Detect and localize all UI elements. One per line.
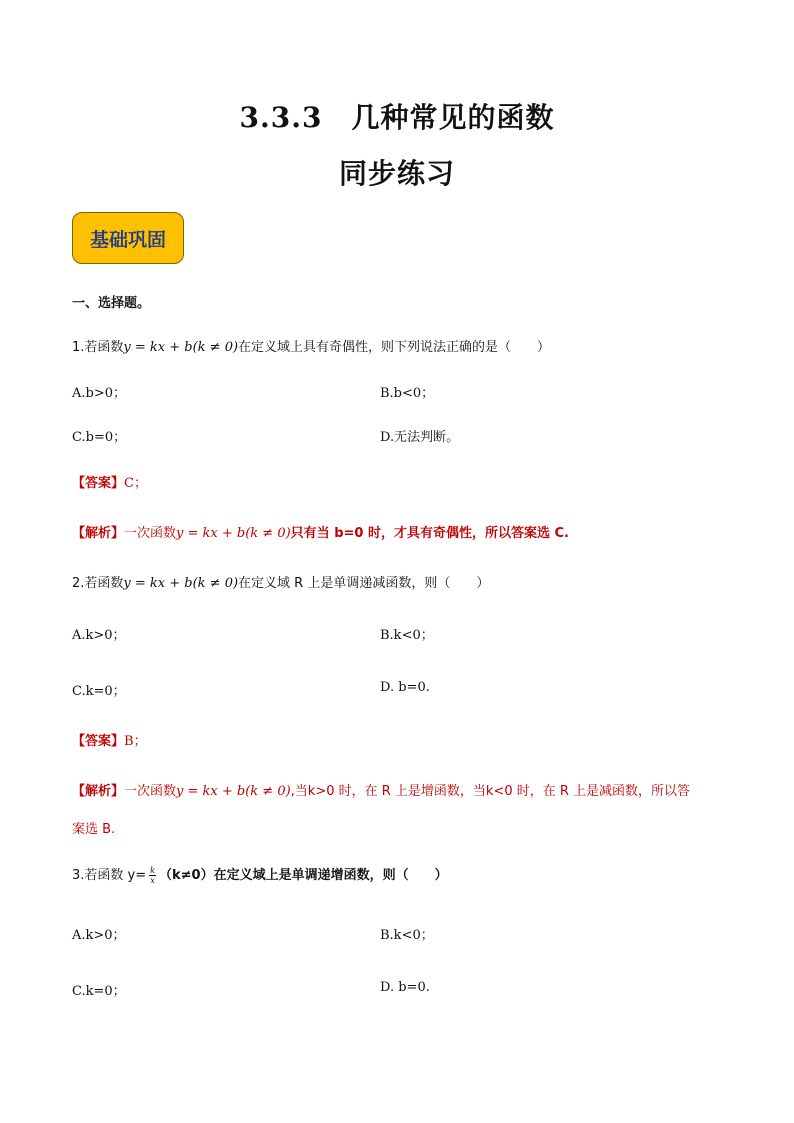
question-1-suffix: 在定义域上具有奇偶性，则下列说法正确的是（ ） (238, 340, 551, 355)
question-2-analysis (72, 780, 690, 799)
question-2-option-d: D. b=0. (380, 680, 430, 695)
question-2-option-b: B.k<0； (380, 628, 434, 643)
answer-tag: 【答案】 (72, 734, 125, 749)
answer-tag: 【答案】 (72, 476, 125, 491)
fraction-numerator: k (150, 866, 155, 875)
question-3 (72, 864, 448, 885)
question-1-option-b: B.b<0； (380, 386, 435, 401)
question-1-answer (72, 472, 147, 491)
question-1-option-c: C.b=0； (72, 430, 127, 445)
question-2 (72, 572, 489, 591)
question-1-prefix: 1.若函数 (72, 340, 124, 355)
analysis-suffix: 只有当 b=0 时，才具有奇偶性，所以答案选 C. (290, 526, 569, 541)
answer-value: B； (124, 734, 147, 749)
question-3-option-d: D. b=0. (380, 980, 430, 995)
analysis-math: y = kx + b(k ≠ 0) (176, 784, 291, 799)
section-heading: 一、选择题。 (72, 296, 151, 311)
question-3-option-a: A.k>0； (72, 928, 126, 943)
analysis-prefix: 一次函数 (124, 526, 177, 541)
analysis-suffix: ,当k>0 时，在 R 上是增函数，当k<0 时，在 R 上是减函数，所以答 (290, 784, 691, 799)
analysis-tag: 【解析】 (72, 784, 125, 799)
question-3-suffix: （k≠0）在定义域上是单调递增函数，则（ ） (158, 868, 448, 883)
question-2-prefix: 2.若函数 (72, 576, 124, 591)
question-2-answer (72, 730, 147, 749)
analysis-tag: 【解析】 (72, 526, 125, 541)
question-1-option-a: A.b>0； (72, 386, 127, 401)
fraction-denominator: x (150, 876, 155, 885)
fraction-k-over-x (149, 866, 156, 885)
question-1 (72, 336, 550, 355)
page-title: 3.3.3 几种常见的函数 (239, 101, 555, 134)
question-2-math: y = kx + b(k ≠ 0) (123, 576, 239, 591)
answer-value: C； (124, 476, 147, 491)
question-2-option-c: C.k=0； (72, 684, 126, 699)
question-1-math: y = kx + b(k ≠ 0) (123, 340, 239, 355)
analysis-math: y = kx + b(k ≠ 0) (176, 526, 291, 541)
question-1-option-d: D.无法判断。 (380, 430, 460, 445)
question-2-option-a: A.k>0； (72, 628, 126, 643)
question-3-prefix: 3.若函数 y= (72, 868, 147, 883)
question-3-option-c: C.k=0； (72, 984, 126, 999)
question-2-suffix: 在定义域 R 上是单调递减函数，则（ ） (238, 576, 490, 591)
question-1-analysis (72, 522, 569, 541)
page-subtitle: 同步练习 (338, 157, 455, 190)
section-badge: 基础巩固 (72, 212, 184, 264)
question-2-analysis-line2: 案选 B. (72, 822, 116, 837)
question-3-option-b: B.k<0； (380, 928, 434, 943)
analysis-prefix: 一次函数 (124, 784, 177, 799)
